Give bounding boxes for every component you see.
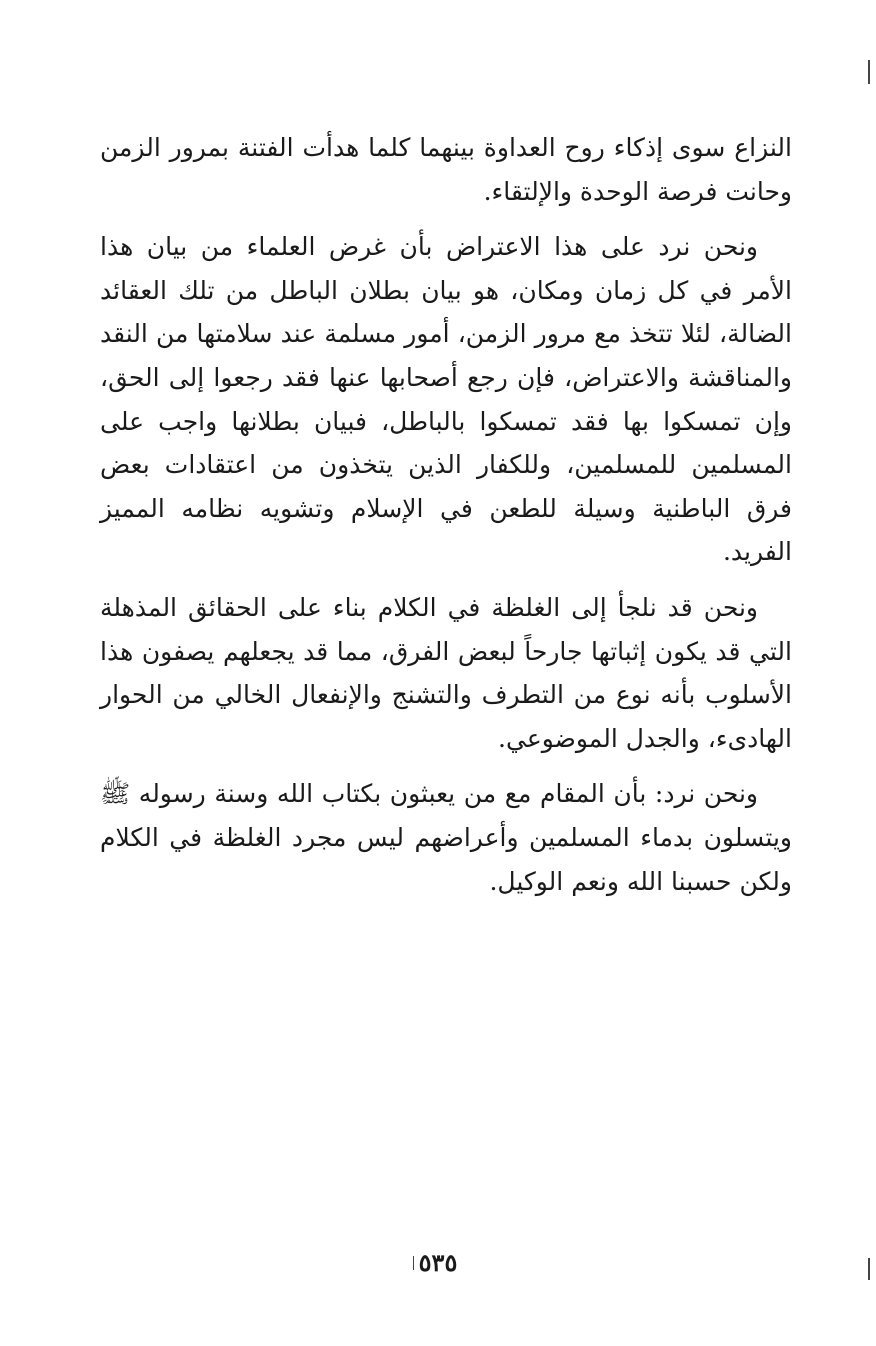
page-number: ٥٣٥ bbox=[418, 1248, 458, 1277]
scan-mark bbox=[413, 1256, 414, 1270]
paragraph-3: ونحن قد نلجأ إلى الغلظة في الكلام بناء على الحقائق المذهلة التي قد يكون إثباتها جارحاً لبعض الفرق، مما قد يجعلهم يصفون هذا الأسلوب بأنه نوع من التطرف والتشنج والإنفعال الخالي من الحوار الهادىء، والجدل الموضوعي. bbox=[100, 592, 792, 753]
body-text bbox=[100, 126, 792, 915]
paragraph-1: النزاع سوى إذكاء روح العداوة بينهما كلما هدأت الفتنة بمرور الزمن وحانت فرصة الوحدة والإلتقاء. bbox=[100, 133, 792, 206]
paragraph-4: ونحن نرد: بأن المقام مع من يعبثون بكتاب الله وسنة رسوله ﷺ ويتسلون بدماء المسلمين وأعراضهم ليس مجرد الغلظة في الكلام ولكن حسبنا الله ونعم الوكيل. bbox=[100, 779, 792, 896]
scan-mark bbox=[868, 60, 870, 84]
paragraph-2: ونحن نرد على هذا الاعتراض بأن غرض العلماء من بيان هذا الأمر في كل زمان ومكان، هو بيان بطلان الباطل من تلك العقائد الضالة، لئلا تتخذ مع مرور الزمن، أمور مسلمة عند سلامتها من النقد والمناقشة والاعتراض، فإن رجع أصحابها عنها فقد رجعوا إلى الحق، وإن تمسكوا بها فقد تمسكوا بالباطل، فبيان بطلانها واجب على المسلمين للمسلمين، وللكفار الذين يتخذون من اعتقادات بعض فرق الباطنية وسيلة للطعن في الإسلام وتشويه نظامه المميز الفريد. bbox=[100, 232, 792, 567]
scan-mark bbox=[868, 1258, 870, 1280]
